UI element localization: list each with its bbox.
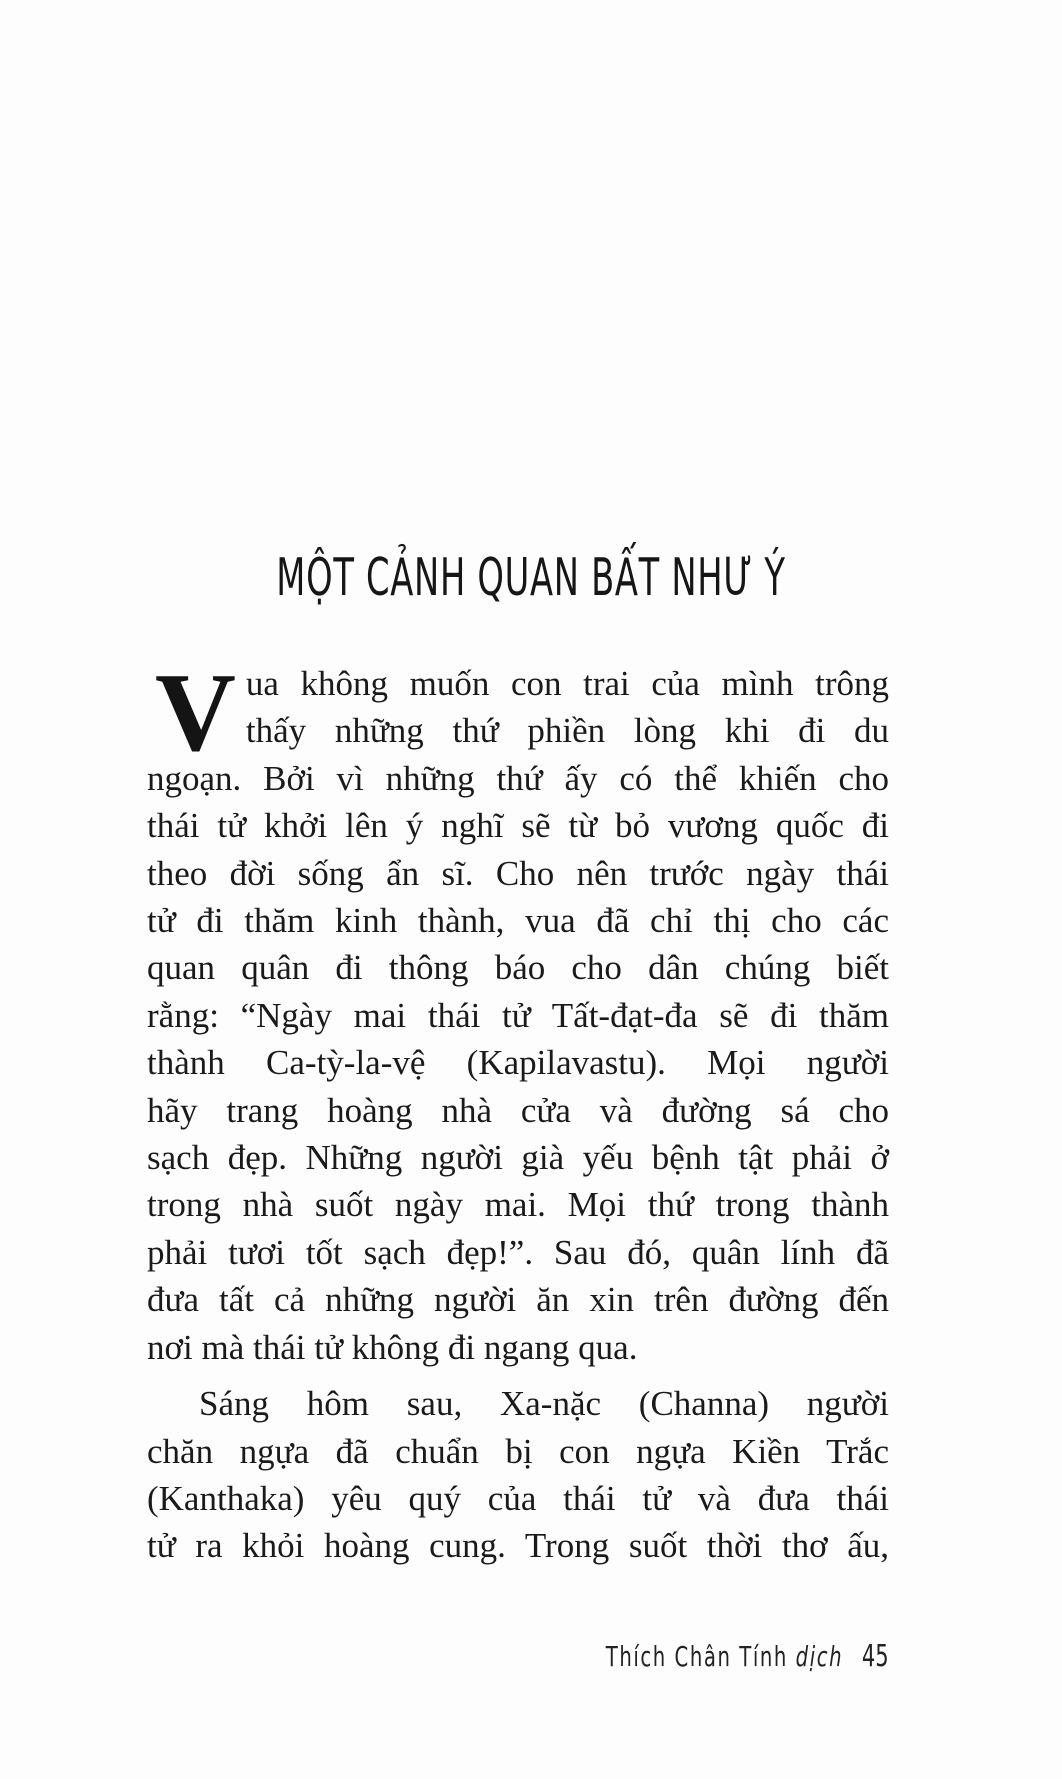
chapter-title: MỘT CẢNH QUAN BẤT NHƯ Ý: [276, 548, 786, 608]
text-line: phải tươi tốt sạch đẹp!”. Sau đó, quân lính đã: [147, 1232, 889, 1272]
text-line: thấy những thứ phiền lòng khi đi du: [245, 711, 889, 751]
text-line: tử ra khỏi hoàng cung. Trong suốt thời thơ ấu,: [147, 1526, 889, 1566]
text-line: quan quân đi thông báo cho dân chúng biết: [147, 948, 889, 988]
paragraph-1: [147, 651, 889, 1371]
text-line: nơi mà thái tử không đi ngang qua.: [147, 1327, 638, 1367]
text-line: chăn ngựa đã chuẩn bị con ngựa Kiền Trắc: [147, 1431, 889, 1471]
page-footer: [606, 1637, 889, 1677]
text-line: Sáng hôm sau, Xa-nặc (Channa) người: [199, 1384, 889, 1424]
text-line: theo đời sống ẩn sĩ. Cho nên trước ngày thái: [147, 853, 889, 893]
text-line: hãy trang hoàng nhà cửa và đường sá cho: [147, 1090, 889, 1130]
body-text: [147, 651, 889, 1570]
translator-role: dịch: [796, 1640, 844, 1673]
text-line: tử đi thăm kinh thành, vua đã chỉ thị cho các: [147, 901, 889, 941]
text-line: (Kanthaka) yêu quý của thái tử và đưa thái: [147, 1478, 889, 1518]
text-line: sạch đẹp. Những người già yếu bệnh tật phải ở: [147, 1138, 889, 1178]
text-line: thái tử khởi lên ý nghĩ sẽ từ bỏ vương quốc đi: [147, 806, 889, 846]
text-line: rằng: “Ngày mai thái tử Tất-đạt-đa sẽ đi thăm: [147, 995, 889, 1035]
text-line: đưa tất cả những người ăn xin trên đường đến: [147, 1280, 889, 1320]
text-line: thành Ca-tỳ-la-vệ (Kapilavastu). Mọi người: [147, 1043, 889, 1083]
paragraph-2: [147, 1380, 889, 1570]
drop-cap: V: [155, 651, 236, 775]
page-number: 45: [862, 1639, 889, 1674]
text-line: trong nhà suốt ngày mai. Mọi thứ trong thành: [147, 1185, 889, 1225]
translator-name: Thích Chân Tính: [606, 1640, 789, 1673]
text-line: ngoạn. Bởi vì những thứ ấy có thể khiến cho: [147, 758, 889, 798]
text-line: ua không muốn con trai của mình trông: [245, 664, 889, 703]
